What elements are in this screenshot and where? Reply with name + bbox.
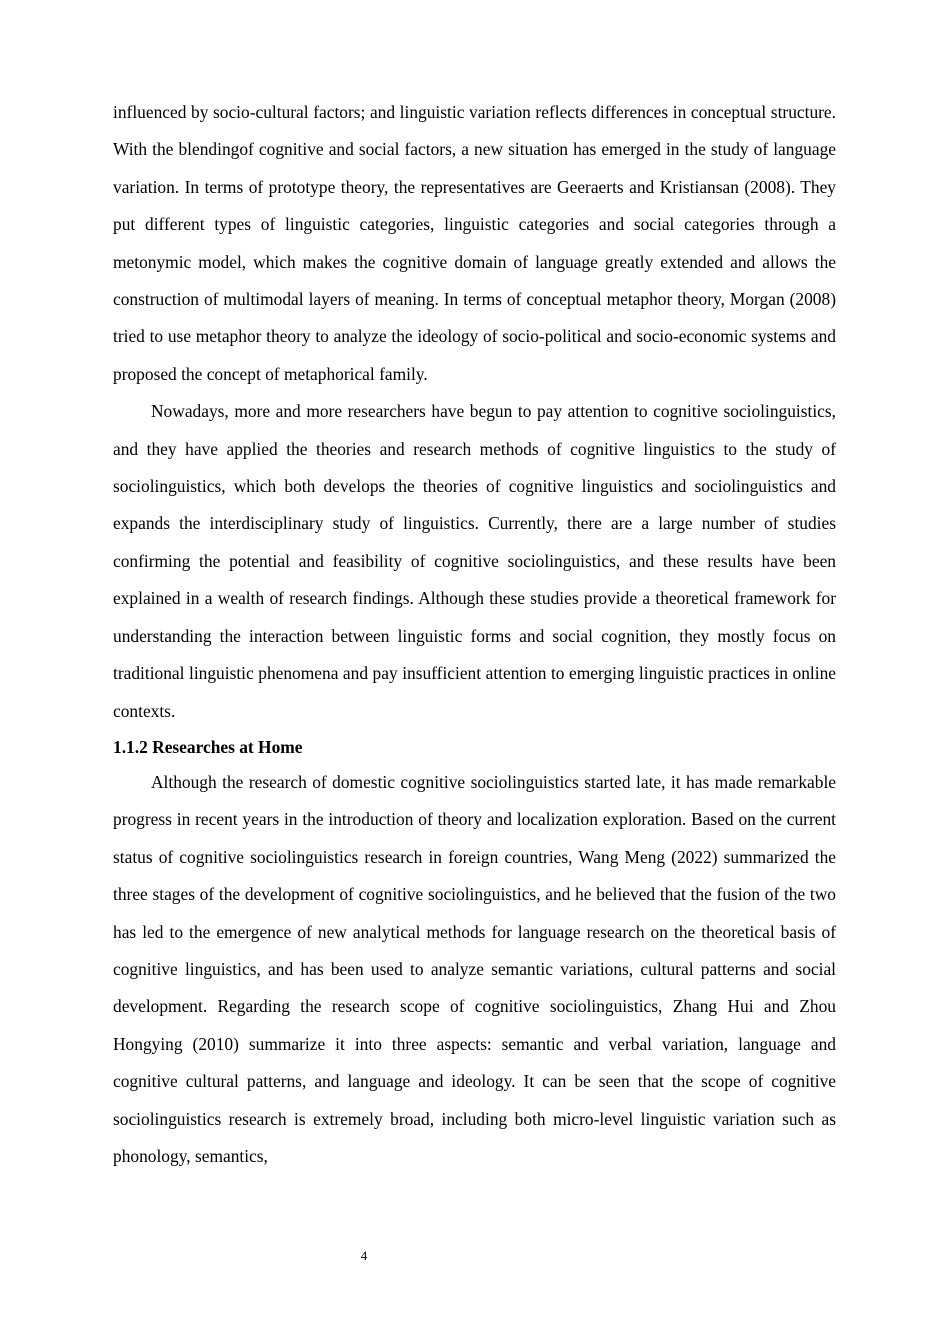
document-body xyxy=(113,94,836,1175)
page-number: 4 xyxy=(360,1248,368,1263)
paragraph-research-trends: Nowadays, more and more researchers have begun to pay attention to cognitive sociolinguistics, and they have applied the theories and research methods of cognitive linguistics to the study of sociolinguistics, which both develops the theories of cognitive linguistics and sociolinguistics and expands the interdisciplinary study of linguistics. Currently, there are a large number of studies confirming the potential and feasibility of cognitive sociolinguistics, and these results have been explained in a wealth of research findings. Although these studies provide a theoretical framework for understanding the interaction between linguistic forms and social cognition, they mostly focus on traditional linguistic phenomena and pay insufficient attention to emerging linguistic practices in online contexts. xyxy=(113,401,836,721)
section-heading: 1.1.2 Researches at Home xyxy=(113,736,303,757)
paragraph-prototype-metaphor: influenced by socio-cultural factors; and linguistic variation reflects differences in conceptual structure. With the blendingof cognitive and social factors, a new situation has emerged in the study of language variation. In terms of prototype theory, the representatives are Geeraerts and Kristiansan (2008). They put different types of linguistic categories, linguistic categories and social categories through a metonymic model, which makes the cognitive domain of language greatly extended and allows the construction of multimodal layers of meaning. In terms of conceptual metaphor theory, Morgan (2008) tried to use metaphor theory to analyze the ideology of socio-political and socio-economic systems and proposed the concept of metaphorical family. xyxy=(113,102,836,384)
paragraph-domestic-research: Although the research of domestic cognitive sociolinguistics started late, it has made remarkable progress in recent years in the introduction of theory and localization exploration. Based on the current status of cognitive sociolinguistics research in foreign countries, Wang Meng (2022) summarized the three stages of the development of cognitive sociolinguistics, and he believed that the fusion of the two has led to the emergence of new analytical methods for language research on the theoretical basis of cognitive linguistics, and has been used to analyze semantic variations, cultural patterns and social development. Regarding the research scope of cognitive sociolinguistics, Zhang Hui and Zhou Hongying (2010) summarize it into three aspects: semantic and verbal variation, language and cognitive cultural patterns, and language and ideology. It can be seen that the scope of cognitive sociolinguistics research is extremely broad, including both micro-level linguistic variation such as phonology, semantics, xyxy=(113,771,836,1166)
